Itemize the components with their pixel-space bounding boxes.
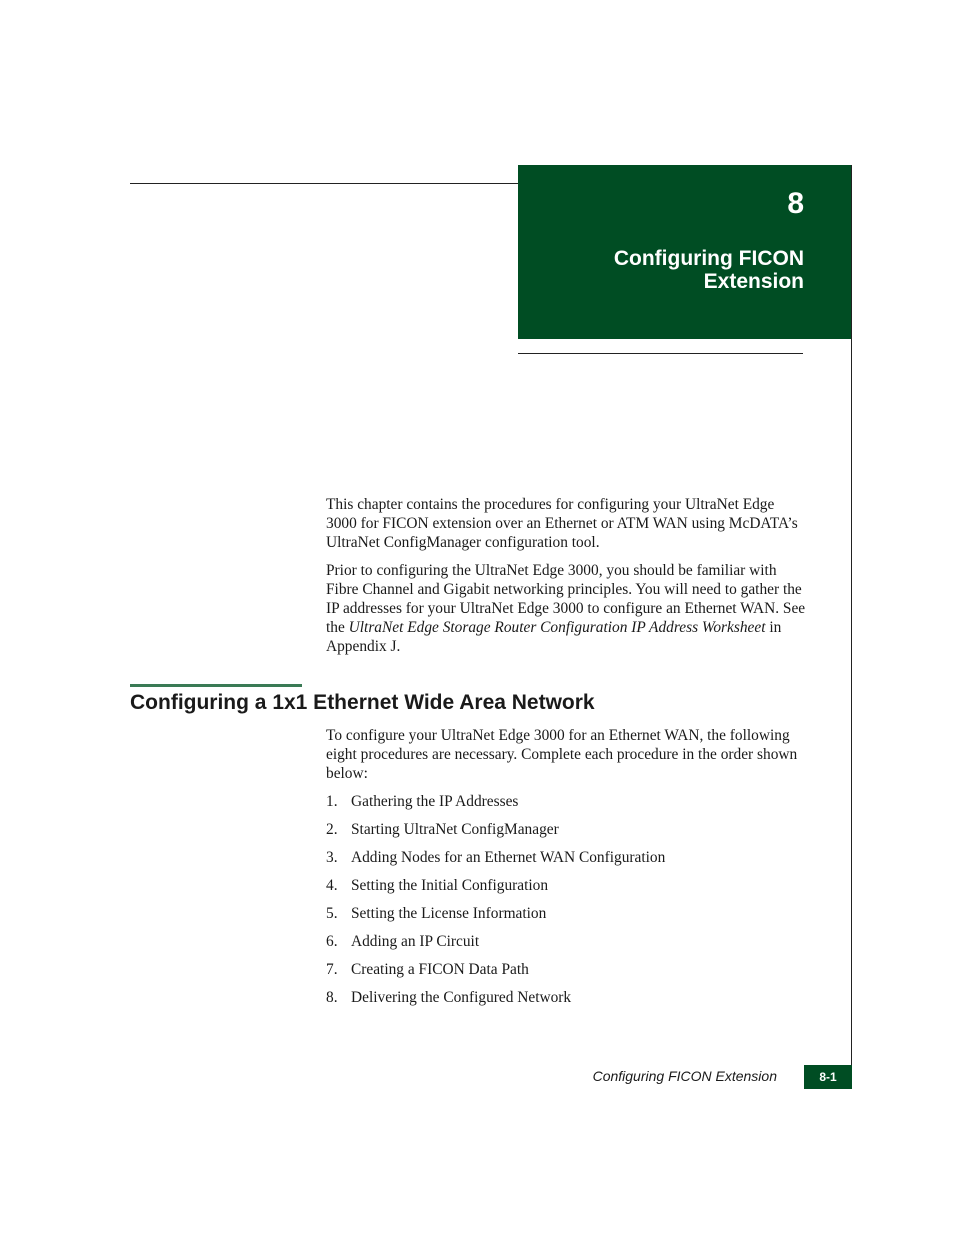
list-item-number: 5. — [326, 905, 338, 922]
section-accent-bar — [130, 684, 302, 687]
worksheet-reference: UltraNet Edge Storage Router Configuration IP Address Worksheet — [348, 619, 766, 636]
list-item — [326, 792, 665, 820]
intro-paragraph-2 — [326, 561, 806, 656]
section-heading: Configuring a 1x1 Ethernet Wide Area Network — [130, 691, 595, 714]
list-item-number: 2. — [326, 821, 338, 838]
margin-vertical-rule — [851, 165, 852, 1087]
list-item-number: 6. — [326, 933, 338, 950]
intro-paragraph-1: This chapter contains the procedures for configuring your UltraNet Edge 3000 for FICON extension over an Ethernet or ATM WAN using McDATA’s UltraNet ConfigManager configuration tool. — [326, 496, 798, 551]
list-item-text: Adding Nodes for an Ethernet WAN Configuration — [351, 849, 666, 866]
list-item — [326, 820, 665, 848]
footer-chapter-title: Configuring FICON Extension — [592, 1068, 777, 1084]
list-item — [326, 988, 665, 1016]
chapter-title — [614, 247, 804, 293]
list-item-number: 1. — [326, 793, 338, 810]
list-item-number: 7. — [326, 961, 338, 978]
chapter-banner-rule — [518, 353, 803, 354]
list-item-text: Setting the Initial Configuration — [351, 877, 549, 894]
list-item — [326, 848, 665, 876]
list-item-text: Creating a FICON Data Path — [351, 961, 529, 978]
list-item-number: 4. — [326, 877, 338, 894]
list-item-text: Gathering the IP Addresses — [351, 793, 519, 810]
page-number-badge: 8-1 — [804, 1065, 852, 1089]
procedure-list — [326, 792, 665, 1016]
intro-paragraph-2-tail: in Appendix J. — [326, 619, 782, 655]
list-item — [326, 932, 665, 960]
list-item-text: Starting UltraNet ConfigManager — [351, 821, 559, 838]
list-item-text: Setting the License Information — [351, 905, 547, 922]
list-item-text: Delivering the Configured Network — [351, 989, 572, 1006]
chapter-number: 8 — [787, 187, 804, 220]
list-item-number: 8. — [326, 989, 338, 1006]
chapter-banner — [518, 165, 852, 339]
chapter-title-line-1: Configuring FICON — [613, 247, 804, 270]
list-item — [326, 960, 665, 988]
list-item — [326, 904, 665, 932]
section-intro-paragraph: To configure your UltraNet Edge 3000 for an Ethernet WAN, the following eight procedures are necessary. Complete each procedure in the order shown below: — [326, 727, 798, 782]
intro-paragraph-2-text: Prior to configuring the UltraNet Edge 3000, you should be familiar with Fibre Channel and Gigabit networking principles. You will need to gather the IP addresses for your UltraNet Edge 3000 to configure an Ethernet WAN. See the — [326, 562, 806, 636]
list-item-number: 3. — [326, 849, 338, 866]
list-item-text: Adding an IP Circuit — [351, 933, 480, 950]
chapter-title-line-2: Extension — [703, 270, 804, 293]
list-item — [326, 876, 665, 904]
